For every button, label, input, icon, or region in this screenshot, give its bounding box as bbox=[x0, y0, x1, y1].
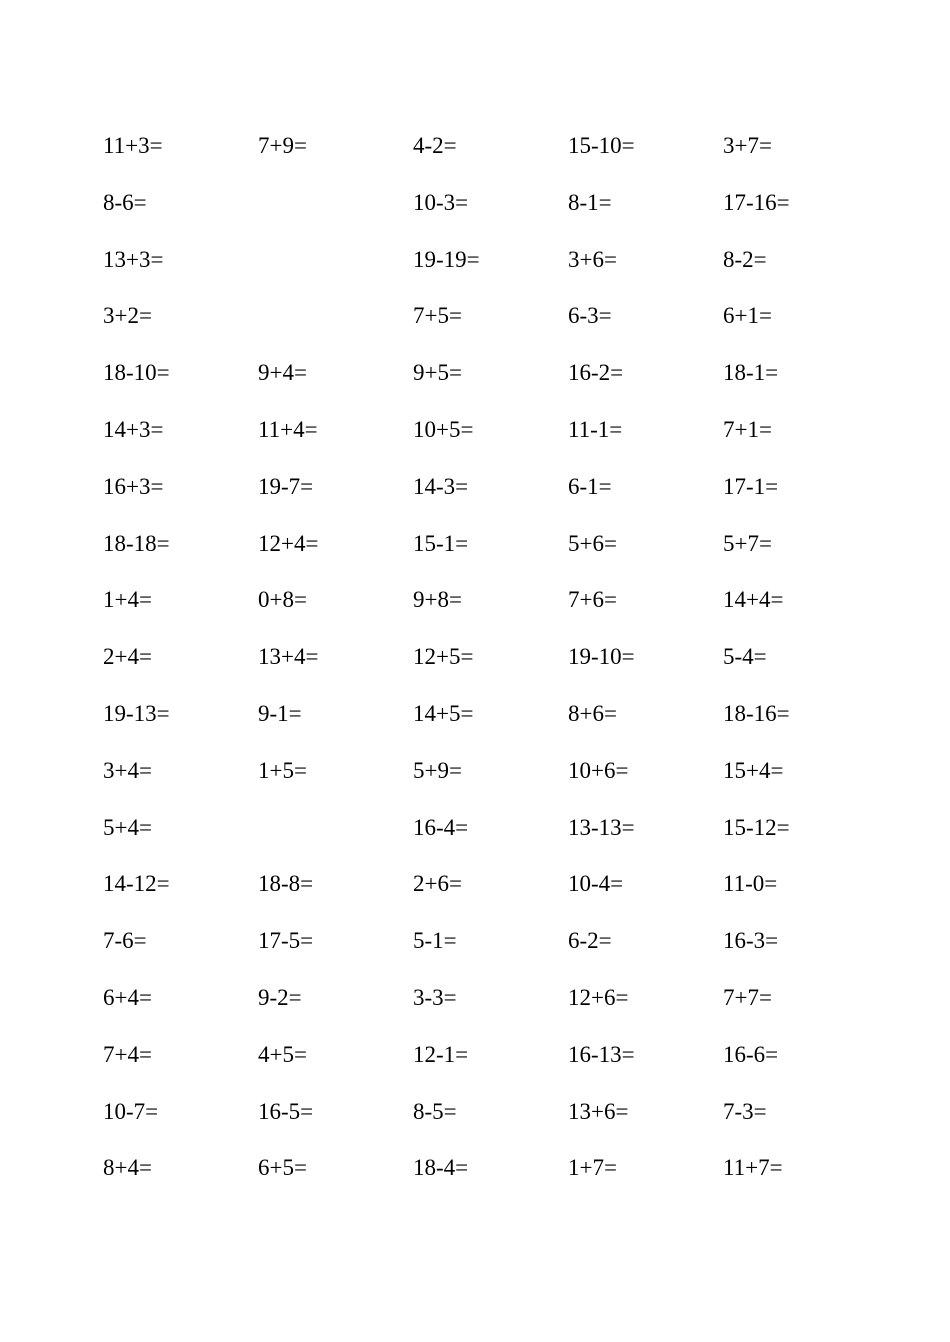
math-problem: 13+6= bbox=[568, 1098, 629, 1124]
problem-row bbox=[103, 641, 878, 698]
math-problem: 9-1= bbox=[258, 700, 302, 726]
math-problem: 19-13= bbox=[103, 700, 170, 726]
math-problem: 7+9= bbox=[258, 133, 307, 158]
problem-row bbox=[103, 1039, 878, 1096]
math-problem: 15-12= bbox=[723, 814, 790, 840]
problem-row bbox=[103, 187, 878, 244]
math-problem: 11-1= bbox=[568, 416, 623, 442]
math-problem: 14-3= bbox=[413, 473, 469, 499]
math-problem: 18-8= bbox=[258, 871, 314, 897]
math-problem: 5-1= bbox=[413, 928, 457, 954]
math-problem: 5+6= bbox=[568, 530, 617, 556]
math-problem: 3+6= bbox=[568, 246, 617, 272]
math-problem: 16-6= bbox=[723, 1041, 779, 1067]
math-problem: 6-1= bbox=[568, 473, 612, 499]
math-problem: 10+5= bbox=[413, 416, 474, 442]
problem-row bbox=[103, 982, 878, 1039]
math-problem: 11+7= bbox=[723, 1155, 783, 1181]
math-problem: 3+7= bbox=[723, 133, 772, 158]
math-problem: 19-7= bbox=[258, 473, 314, 499]
problem-row bbox=[103, 1096, 878, 1153]
problem-row bbox=[103, 300, 878, 357]
math-problem: 7+6= bbox=[568, 587, 617, 613]
math-problem: 15-10= bbox=[568, 133, 635, 158]
math-problem: 8+6= bbox=[568, 700, 617, 726]
math-problem: 7-6= bbox=[103, 928, 147, 954]
math-problem: 9+5= bbox=[413, 360, 462, 386]
math-problem: 9+8= bbox=[413, 587, 462, 613]
math-problem: 3-3= bbox=[413, 984, 457, 1010]
math-problem: 12-1= bbox=[413, 1041, 469, 1067]
math-problem: 5-4= bbox=[723, 644, 767, 670]
math-problem: 14+3= bbox=[103, 416, 164, 442]
math-problem: 17-5= bbox=[258, 928, 314, 954]
math-problem: 6+4= bbox=[103, 984, 152, 1010]
math-problem: 17-1= bbox=[723, 473, 779, 499]
math-problem: 18-4= bbox=[413, 1155, 469, 1181]
math-problem: 4-2= bbox=[413, 133, 457, 158]
problem-row bbox=[103, 357, 878, 414]
math-problem: 1+7= bbox=[568, 1155, 617, 1181]
math-problem: 8-1= bbox=[568, 189, 612, 215]
math-problem: 1+5= bbox=[258, 757, 307, 783]
math-problem: 19-10= bbox=[568, 644, 635, 670]
math-problem: 5+4= bbox=[103, 814, 152, 840]
math-problem: 10-7= bbox=[103, 1098, 159, 1124]
math-problem: 10-4= bbox=[568, 871, 624, 897]
math-problem: 16-3= bbox=[723, 928, 779, 954]
math-problem: 6+5= bbox=[258, 1155, 307, 1181]
math-problem: 12+6= bbox=[568, 984, 629, 1010]
math-problem: 5+7= bbox=[723, 530, 772, 556]
problem-row bbox=[103, 528, 878, 585]
math-problem: 13-13= bbox=[568, 814, 635, 840]
math-problem: 3+4= bbox=[103, 757, 152, 783]
math-problem: 9-2= bbox=[258, 984, 302, 1010]
math-problem: 18-10= bbox=[103, 360, 170, 386]
math-problem: 0+8= bbox=[258, 587, 307, 613]
math-problem: 11+4= bbox=[258, 416, 318, 442]
math-problem: 6-2= bbox=[568, 928, 612, 954]
math-problem: 13+4= bbox=[258, 644, 319, 670]
math-problem: 16-5= bbox=[258, 1098, 314, 1124]
problem-row bbox=[103, 1152, 878, 1209]
math-problem: 14-12= bbox=[103, 871, 170, 897]
math-problem: 18-16= bbox=[723, 700, 790, 726]
problem-row bbox=[103, 471, 878, 528]
math-problem: 17-16= bbox=[723, 189, 790, 215]
math-problem: 12+4= bbox=[258, 530, 319, 556]
math-problem: 15-1= bbox=[413, 530, 469, 556]
math-problem: 7+1= bbox=[723, 416, 772, 442]
math-problem: 7+5= bbox=[413, 303, 462, 329]
math-problem: 3+2= bbox=[103, 303, 152, 329]
math-problem: 9+4= bbox=[258, 360, 307, 386]
problem-row bbox=[103, 925, 878, 982]
math-problem: 7-3= bbox=[723, 1098, 767, 1124]
problem-row bbox=[103, 755, 878, 812]
math-problem: 8-5= bbox=[413, 1098, 457, 1124]
problem-row bbox=[103, 812, 878, 869]
math-problem: 16-2= bbox=[568, 360, 624, 386]
math-problem: 10-3= bbox=[413, 189, 469, 215]
math-problem: 7+4= bbox=[103, 1041, 152, 1067]
math-problem: 11-0= bbox=[723, 871, 778, 897]
problem-row bbox=[103, 244, 878, 301]
math-problem: 6-3= bbox=[568, 303, 612, 329]
math-problem: 4+5= bbox=[258, 1041, 307, 1067]
problem-row bbox=[103, 868, 878, 925]
math-problem: 12+5= bbox=[413, 644, 474, 670]
arithmetic-problem-grid bbox=[103, 130, 878, 1209]
math-problem: 1+4= bbox=[103, 587, 152, 613]
math-problem: 5+9= bbox=[413, 757, 462, 783]
math-problem: 8+4= bbox=[103, 1155, 152, 1181]
math-problem: 2+6= bbox=[413, 871, 462, 897]
problem-row bbox=[103, 584, 878, 641]
math-problem: 13+3= bbox=[103, 246, 164, 272]
math-problem: 2+4= bbox=[103, 644, 152, 670]
problem-row bbox=[103, 414, 878, 471]
math-problem: 16+3= bbox=[103, 473, 164, 499]
math-problem: 6+1= bbox=[723, 303, 772, 329]
math-problem: 10+6= bbox=[568, 757, 629, 783]
math-problem: 18-1= bbox=[723, 360, 779, 386]
math-problem: 18-18= bbox=[103, 530, 170, 556]
math-problem: 8-6= bbox=[103, 189, 147, 215]
math-problem: 11+3= bbox=[103, 133, 163, 158]
math-problem: 15+4= bbox=[723, 757, 784, 783]
math-problem: 8-2= bbox=[723, 246, 767, 272]
math-problem: 16-13= bbox=[568, 1041, 635, 1067]
problem-row bbox=[103, 698, 878, 755]
math-problem: 19-19= bbox=[413, 246, 480, 272]
math-problem: 14+4= bbox=[723, 587, 784, 613]
math-problem: 16-4= bbox=[413, 814, 469, 840]
math-problem: 7+7= bbox=[723, 984, 772, 1010]
problem-row bbox=[103, 130, 878, 187]
math-problem: 14+5= bbox=[413, 700, 474, 726]
